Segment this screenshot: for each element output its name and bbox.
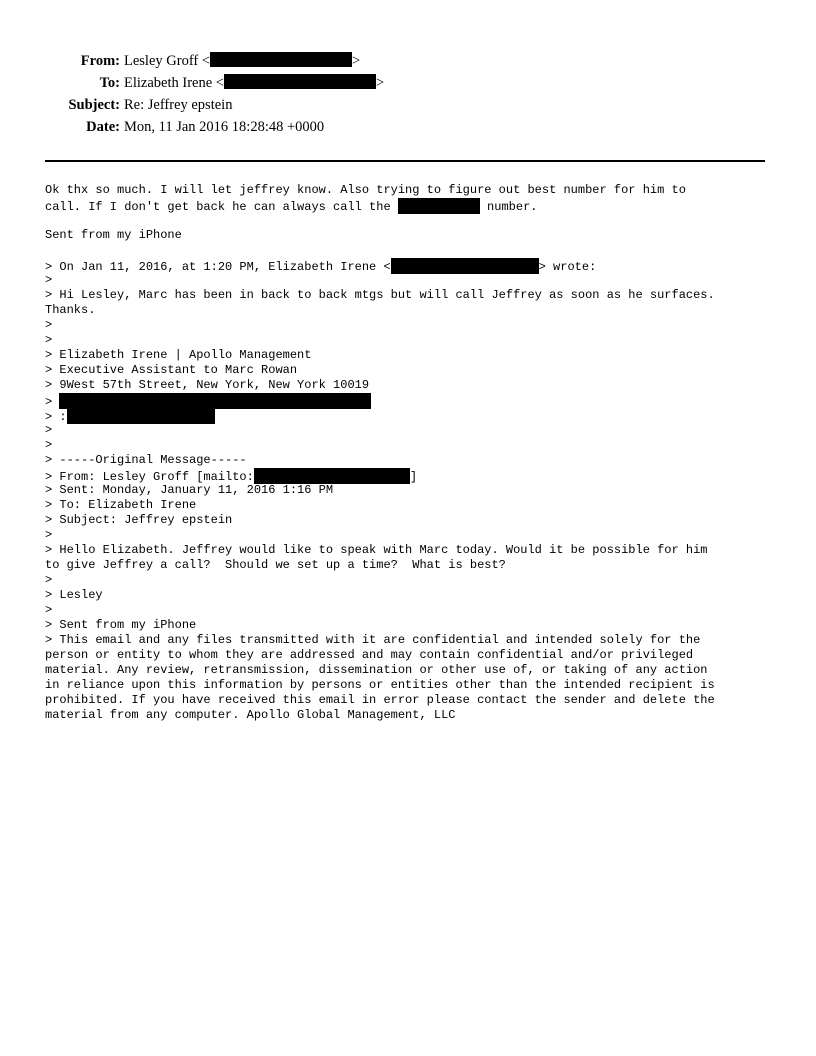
quote-text: ] xyxy=(409,470,418,484)
disclaimer-line: prohibited. If you have received this email in error please contact the sender and delete the xyxy=(45,693,715,707)
date-value: Mon, 11 Jan 2016 18:28:48 +0000 xyxy=(124,119,325,135)
quote-marker: > xyxy=(45,528,53,542)
redaction-box xyxy=(398,198,480,214)
quote-marker: > xyxy=(45,438,53,452)
original-from xyxy=(45,468,785,483)
from-bracket: > xyxy=(352,53,361,69)
header-divider xyxy=(45,160,765,162)
quote-text: > From: Lesley Groff [mailto: xyxy=(45,470,254,484)
subject-label: Subject: xyxy=(68,97,120,113)
quote-marker: > xyxy=(45,603,53,617)
quote-marker: > xyxy=(45,395,53,409)
to-bracket: > xyxy=(375,75,385,91)
disclaimer-line: material from any computer. Apollo Global Management, LLC xyxy=(45,708,456,722)
original-subject: > Subject: Jeffrey epstein xyxy=(45,513,233,527)
redaction-box xyxy=(254,468,410,484)
subject-value: Re: Jeffrey epstein xyxy=(124,97,233,113)
reply-text: call. If I don't get back he can always call the xyxy=(45,200,398,214)
quote-line: > Elizabeth Irene | Apollo Management xyxy=(45,348,312,362)
disclaimer-line: > This email and any files transmitted with it are confidential and intended solely for the xyxy=(45,633,701,647)
original-signature: > Sent from my iPhone xyxy=(45,618,197,632)
original-to: > To: Elizabeth Irene xyxy=(45,498,197,512)
quote-line: Thanks. xyxy=(45,303,96,317)
blank-line xyxy=(45,243,785,258)
original-message-marker: > -----Original Message----- xyxy=(45,453,247,467)
quote-marker: > xyxy=(45,573,53,587)
quote-line: > 9West 57th Street, New York, New York 10019 xyxy=(45,378,370,392)
disclaimer-line: person or entity to whom they are addressed and may contain confidential and/or privileged xyxy=(45,648,694,662)
date-label: Date: xyxy=(86,119,120,135)
quote-line xyxy=(45,393,785,408)
quote-text: > : xyxy=(45,410,67,424)
quote-header-text: > On Jan 11, 2016, at 1:20 PM, Elizabeth Irene < xyxy=(45,260,391,274)
signature-line: Sent from my iPhone xyxy=(45,228,182,242)
redaction-box xyxy=(59,393,371,409)
to-value xyxy=(124,73,384,93)
quote-header xyxy=(45,258,785,273)
from-label: From: xyxy=(80,53,120,69)
from-value xyxy=(124,51,360,71)
redaction-box xyxy=(210,52,352,67)
disclaimer-line: material. Any review, retransmission, dissemination or other use of, or taking of any action xyxy=(45,663,708,677)
redaction-box xyxy=(224,74,376,89)
disclaimer-line: in reliance upon this information by persons or entities other than the intended recipient is xyxy=(45,678,715,692)
to-name: Elizabeth Irene < xyxy=(124,75,224,91)
quote-marker: > xyxy=(45,333,53,347)
quote-line xyxy=(45,408,785,423)
original-sent: > Sent: Monday, January 11, 2016 1:16 PM xyxy=(45,483,334,497)
reply-line xyxy=(45,198,785,213)
from-name: Lesley Groff < xyxy=(124,53,211,69)
quote-marker: > xyxy=(45,423,53,437)
original-signature: > Lesley xyxy=(45,588,103,602)
original-body-line: > Hello Elizabeth. Jeffrey would like to speak with Marc today. Would it be possible for him xyxy=(45,543,708,557)
to-label: To: xyxy=(99,75,120,91)
redaction-box xyxy=(67,408,215,424)
quote-marker: > xyxy=(45,273,53,287)
email-body xyxy=(45,183,785,723)
quote-line: > Executive Assistant to Marc Rowan xyxy=(45,363,298,377)
quote-line: > Hi Lesley, Marc has been in back to back mtgs but will call Jeffrey as soon as he surfaces. xyxy=(45,288,715,302)
quote-header-text: > wrote: xyxy=(538,260,597,274)
blank-line xyxy=(45,213,785,228)
quote-marker: > xyxy=(45,318,53,332)
reply-line: Ok thx so much. I will let jeffrey know. Also trying to figure out best number for him to xyxy=(45,183,686,197)
original-body-line: to give Jeffrey a call? Should we set up a time? What is best? xyxy=(45,558,506,572)
redaction-box xyxy=(391,258,539,274)
reply-text: number. xyxy=(479,200,538,214)
